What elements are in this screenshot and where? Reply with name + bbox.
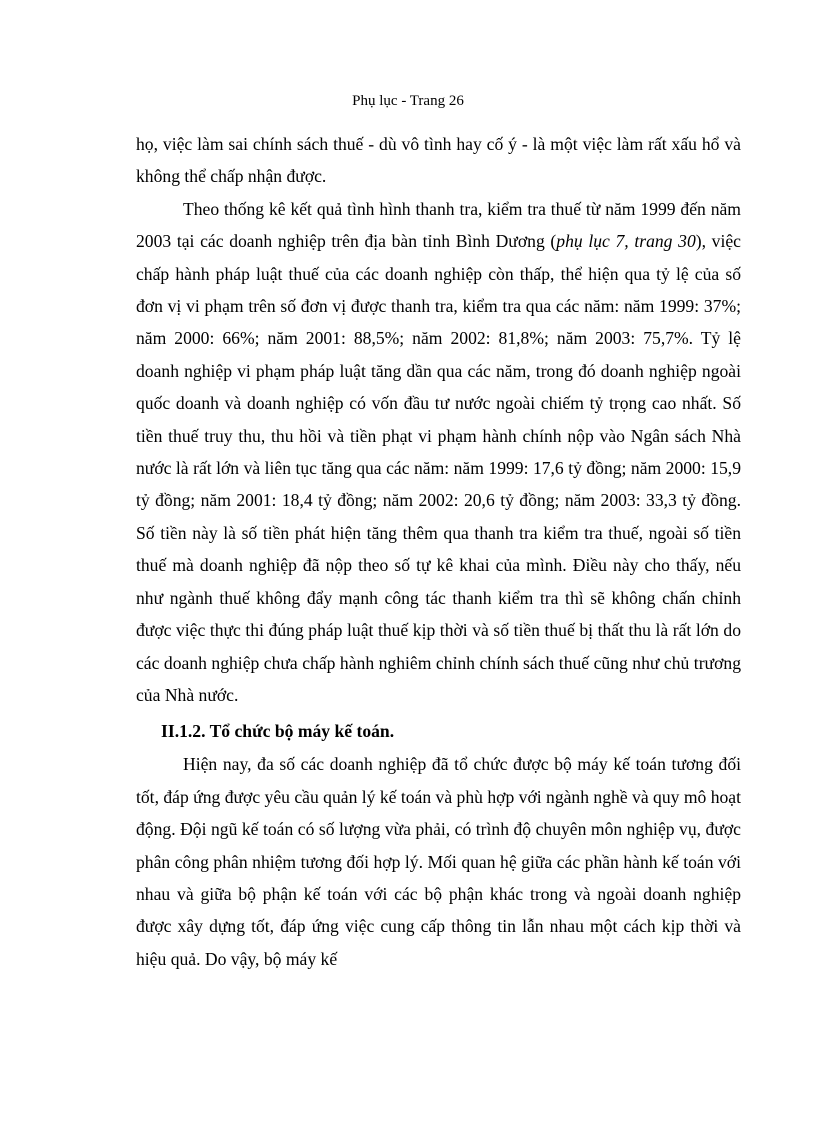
paragraph-tax-inspection bbox=[136, 193, 741, 712]
paragraph-text: ), việc chấp hành pháp luật thuế của các doanh nghiệp còn thấp, thể hiện qua tỷ lệ của số đơn vị vi phạm trên số đơn vị được thanh tra, kiểm tra qua các năm: năm 1999: 37%; năm 2000: 66%; năm 2001: 88,5%; năm 2002: 81,8%; năm 2003: 75,7%. Tỷ lệ doanh nghiệp vi phạm pháp luật tăng dần qua các năm, trong đó doanh nghiệp ngoài quốc doanh và doanh nghiệp có vốn đầu tư nước ngoài chiếm tỷ trọng cao nhất. Số tiền thuế truy thu, thu hồi và tiền phạt vi phạm hành chính nộp vào Ngân sách Nhà nước là rất lớn và liên tục tăng qua các năm: năm 1999: 17,6 tỷ đồng; năm 2000: 15,9 tỷ đồng; năm 2001: 18,4 tỷ đồng; năm 2002: 20,6 tỷ đồng; năm 2003: 33,3 tỷ đồng. Số tiền này là số tiền phát hiện tăng thêm qua thanh tra kiểm tra thuế, ngoài số tiền thuế mà doanh nghiệp đã nộp theo số tự kê khai của mình. Điều này cho thấy, nếu như ngành thuế không đẩy mạnh công tác thanh kiểm tra thì sẽ không chấn chỉnh được việc thực thi đúng pháp luật thuế kịp thời và số tiền thuế bị thất thu là rất lớn do các doanh nghiệp chưa chấp hành nghiêm chỉnh chính sách thuế cũng như chủ trương của Nhà nước. bbox=[136, 231, 741, 705]
body-text bbox=[136, 128, 741, 975]
page-header: Phụ lục - Trang 26 bbox=[352, 93, 464, 109]
paragraph-text: Theo thống kê kết quả tình hình thanh tra, kiểm tra thuế từ năm 1999 đến năm 2003 tại các doanh nghiệp trên địa bàn tỉnh Bình Dương ( bbox=[136, 198, 741, 252]
section-heading: II.1.2. Tổ chức bộ máy kế toán. bbox=[161, 721, 395, 742]
paragraph-accounting-apparatus: Hiện nay, đa số các doanh nghiệp đã tổ chức được bộ máy kế toán tương đối tốt, đáp ứng được yêu cầu quản lý kế toán và phù hợp với ngành nghề và quy mô hoạt động. Đội ngũ kế toán có số lượng vừa phải, có trình độ chuyên môn nghiệp vụ, được phân công phân nhiệm tương đối hợp lý. Mối quan hệ giữa các phần hành kế toán với nhau và giữa bộ phận kế toán với các bộ phận khác trong và ngoài doanh nghiệp được xây dựng tốt, đáp ứng việc cung cấp thông tin lẫn nhau một cách kịp thời và hiệu quả. Do vậy, bộ máy kế bbox=[136, 754, 741, 969]
appendix-reference: phụ lục 7, trang 30 bbox=[556, 231, 696, 252]
paragraph-continuation: họ, việc làm sai chính sách thuế - dù vô tình hay cố ý - là một việc làm rất xấu hổ và không thể chấp nhận được. bbox=[136, 134, 741, 187]
